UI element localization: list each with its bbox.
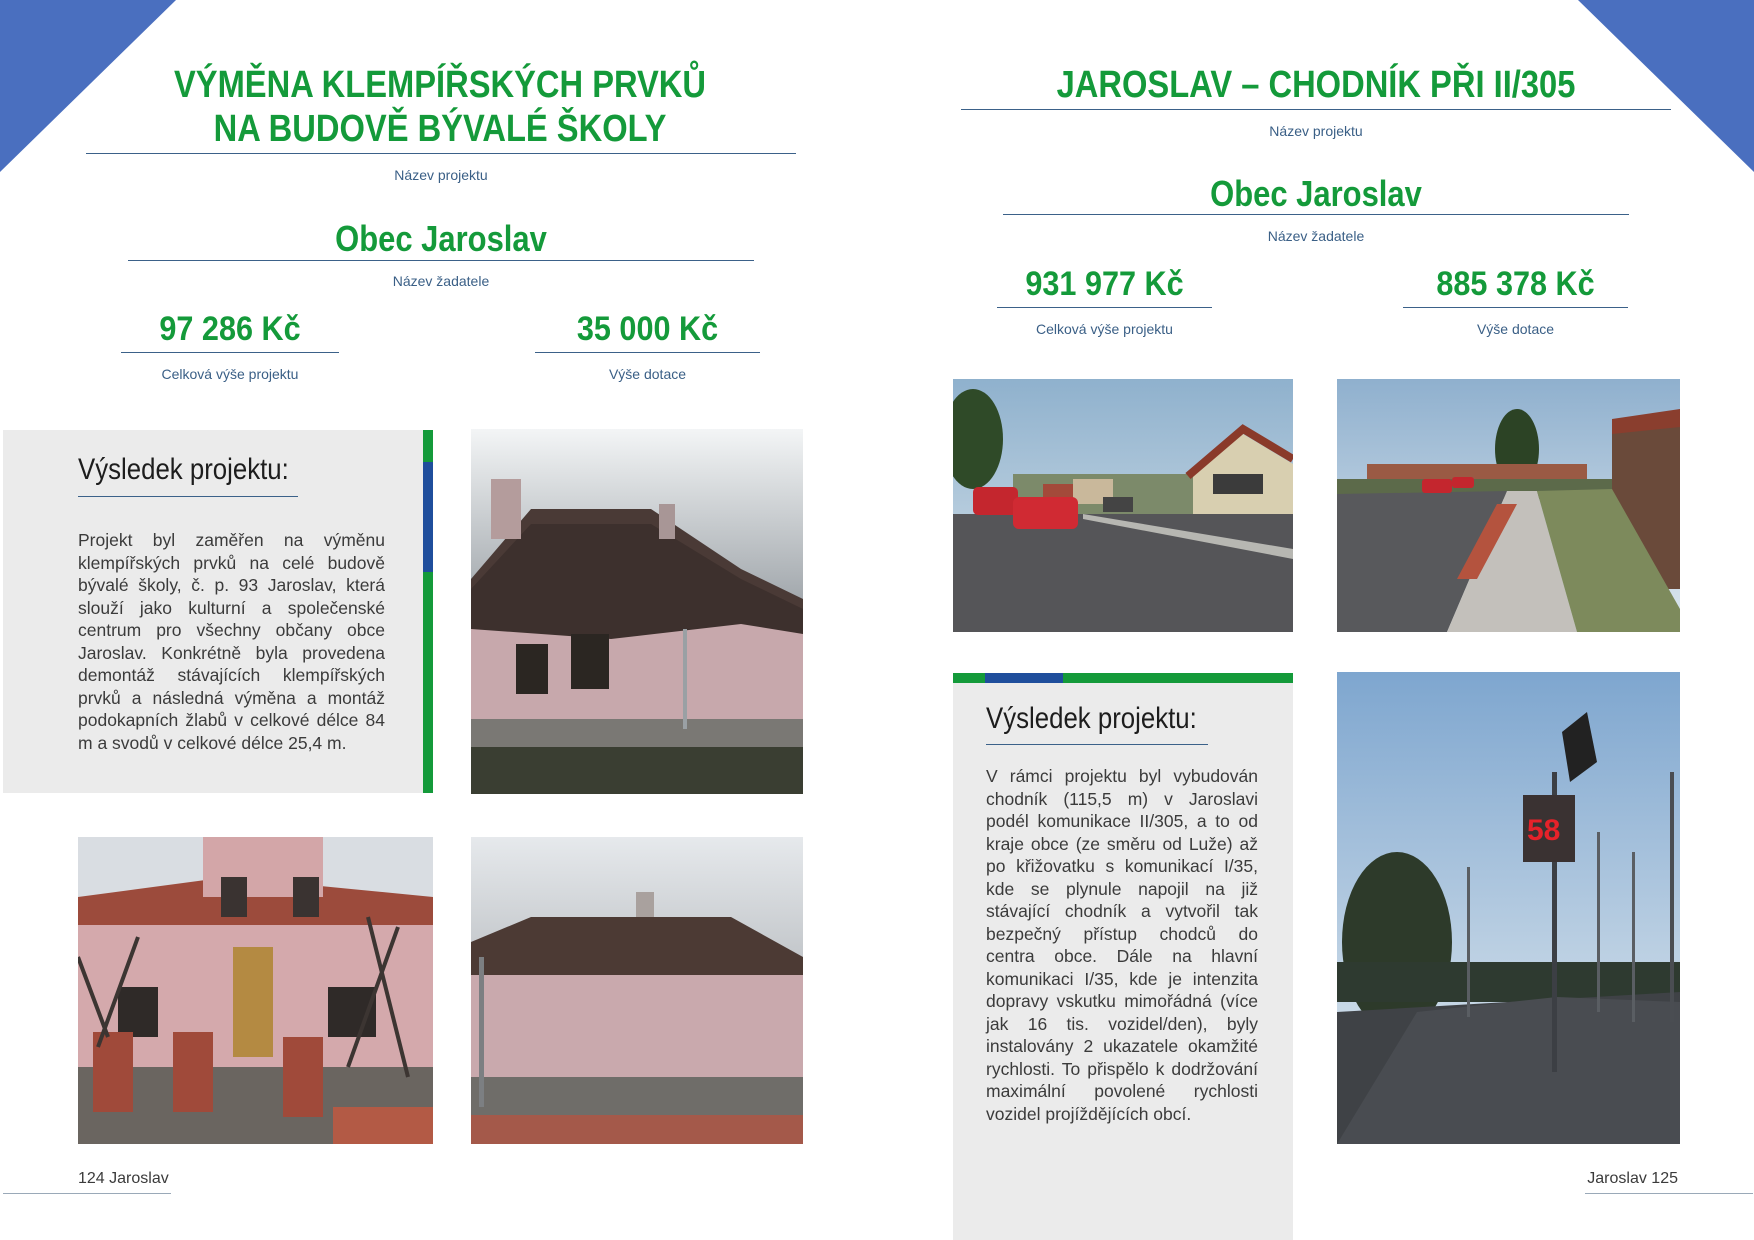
left-grant-amount: 35 000 Kč (576, 310, 719, 348)
school-building-photo-corner (471, 429, 803, 794)
left-total-amount: 97 286 Kč (159, 310, 301, 348)
left-project-title-line2: NA BUDOVĚ BÝVALÉ ŠKOLY (213, 108, 667, 150)
speed-display-value: 58 (1527, 814, 1561, 847)
speed-indicator-photo (1337, 672, 1680, 1144)
left-title-rule (86, 153, 796, 154)
right-project-title: JAROSLAV – CHODNÍK PŘI II/305 (1056, 64, 1576, 106)
left-applicant-caption: Název žadatele (392, 273, 490, 289)
right-result-heading: Výsledek projektu: (986, 702, 1197, 735)
sidewalk-photo (1337, 379, 1680, 632)
right-applicant-rule (1003, 214, 1629, 215)
right-grant-rule (1403, 307, 1628, 308)
right-title-caption: Název projektu (1269, 123, 1363, 139)
right-total-caption: Celková výše projektu (1036, 321, 1173, 337)
right-applicant-name: Obec Jaroslav (1210, 173, 1422, 214)
left-grant-caption: Výše dotace (608, 366, 687, 382)
school-building-photo-front (78, 837, 433, 1144)
road-photo-with-cars (953, 379, 1293, 632)
left-result-heading-rule (78, 496, 298, 497)
left-grant-rule (535, 352, 760, 353)
left-panel-accent-bar (423, 430, 433, 793)
right-page (877, 0, 1754, 1240)
right-panel-accent-bar (953, 673, 1293, 683)
right-title-rule (961, 109, 1671, 110)
left-footer-rule (3, 1193, 171, 1194)
right-applicant-caption: Název žadatele (1267, 228, 1365, 244)
left-total-caption: Celková výše projektu (161, 366, 299, 382)
left-result-heading: Výsledek projektu: (78, 453, 289, 486)
left-applicant-rule (128, 260, 754, 261)
right-footer-page-number: Jaroslav 125 (1587, 1170, 1678, 1187)
right-total-rule (997, 307, 1212, 308)
left-footer-page-number: 124 Jaroslav (78, 1170, 169, 1187)
right-grant-amount: 885 378 Kč (1436, 265, 1595, 303)
right-grant-caption: Výše dotace (1476, 321, 1555, 337)
right-total-amount: 931 977 Kč (1025, 265, 1184, 303)
school-building-photo-side (471, 837, 803, 1144)
left-total-rule (121, 352, 339, 353)
left-applicant-name: Obec Jaroslav (335, 218, 547, 259)
left-project-title-line1: VÝMĚNA KLEMPÍŘSKÝCH PRVKŮ (173, 64, 707, 106)
right-result-heading-rule (986, 744, 1208, 745)
left-title-caption: Název projektu (394, 167, 488, 183)
right-result-text: V rámci projektu byl vybudován chodník (115,5 m) v Jaroslavi podél komunikace II/305, a to od kraje obce (ze směru od Luže) až po křižovatku s komunikací I/35, kde se plynule napojil na již stávající chodník a vytvořil tak bezpečný přístup chodců do centra obce. Dále na hlavní komunikaci I/35, kde je intenzita dopravy vskutku mimořádná (více jak 16 tis. vozidel/den), byly instalovány 2 ukazatele okamžité rychlosti. To přispělo k dodržování maximální povolené rychlosti vozidel projíždějících obcí. (986, 766, 1258, 1124)
right-footer-rule (1585, 1193, 1753, 1194)
left-result-text: Projekt byl zaměřen na výměnu klempířských prvků na celé budově bývalé školy, č. p. 93 Jaroslav, která slouží jako kulturní a společenské centrum pro všechny občany obce Jaroslav. Konkrétně byla provedena demontáž stávajících klempířských prvků a následná výměna a montáž podokapních žlabů v celkové délce 84 m a svodů v celkové délce 25,4 m. (78, 530, 385, 753)
